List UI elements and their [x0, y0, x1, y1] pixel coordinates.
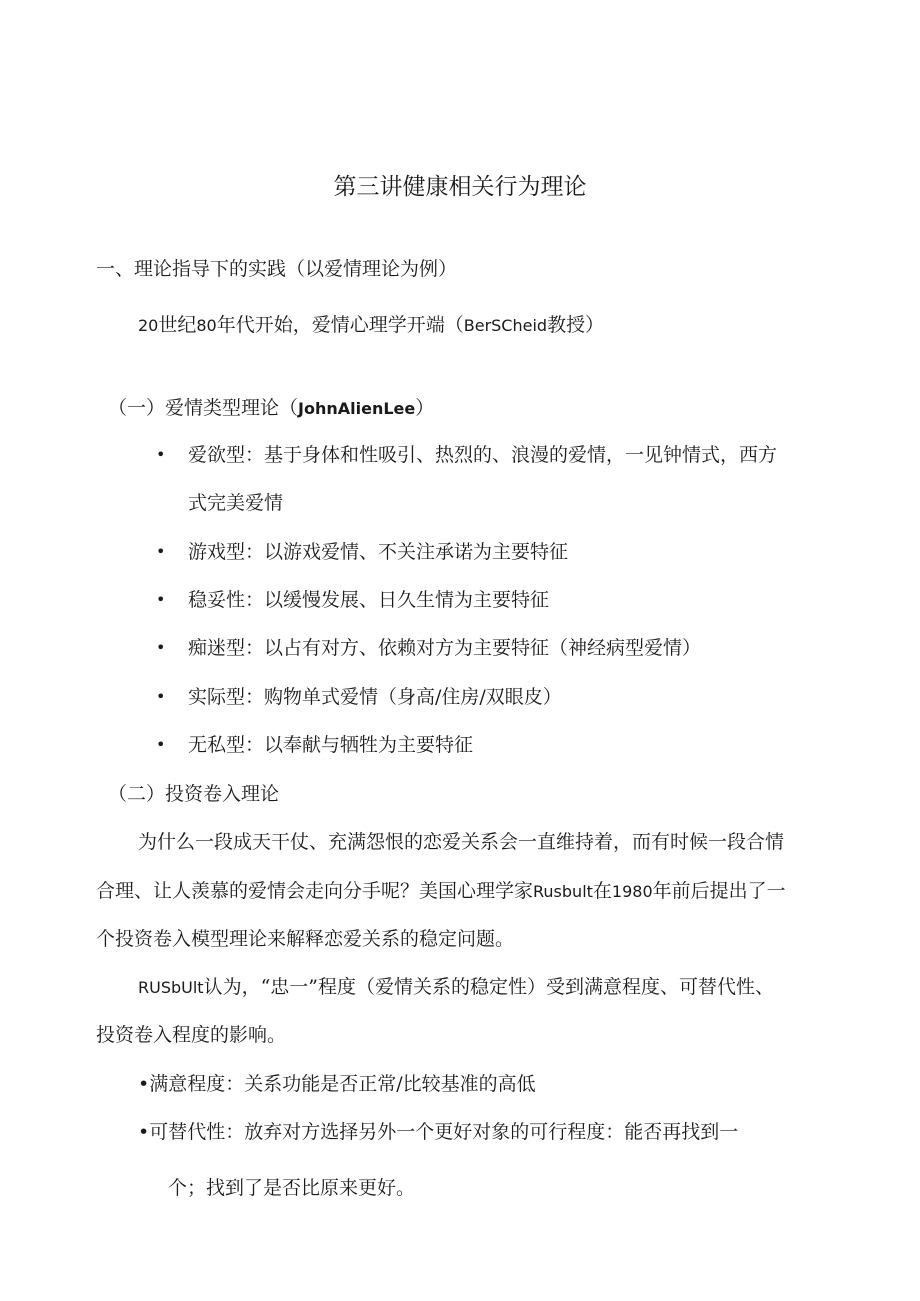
intro-decade-number: 80: [196, 316, 217, 335]
researcher-name: Rusbult: [533, 882, 593, 901]
researcher-name-2: RUSbUlt: [138, 978, 204, 997]
love-type-text: 爱欲型：基于身体和性吸引、热烈的、浪漫的爱情，一见钟情式，西方: [188, 444, 778, 466]
subsection-heading-2: （二）投资卷入理论: [108, 783, 280, 805]
paragraph-1-text-end: 年前后提出了一: [652, 880, 786, 902]
bullet-icon: •: [156, 735, 166, 754]
paragraph-1-line-3: 个投资卷入模型理论来解释恋爱关系的稳定问题。: [96, 928, 515, 950]
intro-year-number: 20: [138, 316, 159, 335]
bullet-icon: •: [156, 542, 166, 561]
bullet-icon: •: [156, 445, 166, 464]
subsection-heading-1-text: （一）爱情类型理论（: [108, 397, 299, 419]
love-type-text: 无私型：以奉献与牺牲为主要特征: [188, 734, 474, 756]
factor-alternatives: •可替代性：放弃对方选择另外一个更好对象的可行程度：能否再找到一: [138, 1121, 739, 1143]
paragraph-2-line-1: [138, 974, 774, 1001]
intro-paragraph: [138, 312, 604, 339]
section-heading-1: 一、理论指导下的实践（以爱情理论为例）: [96, 258, 458, 280]
bullet-icon: •: [156, 687, 166, 706]
paragraph-1-line-2: [96, 878, 786, 905]
paragraph-2-text: 认为，“忠一”程度（爱情关系的稳定性）受到满意程度、可替代性、: [203, 976, 775, 998]
intro-text-end: 教授）: [547, 314, 605, 336]
paragraph-1-text-in: 在: [592, 880, 612, 902]
factor-satisfaction: •满意程度：关系功能是否正常/比较基准的高低: [138, 1073, 536, 1095]
intro-author-name: BerSCheid: [463, 316, 548, 335]
subsection-heading-1-close: ）: [415, 397, 435, 419]
love-type-text: 游戏型：以游戏爱情、不关注承诺为主要特征: [188, 541, 569, 563]
paragraph-2-line-2: 投资卷入程度的影响。: [96, 1024, 287, 1046]
factor-alternatives-continued: 个；找到了是否比原来更好。: [168, 1177, 416, 1199]
bullet-icon: •: [156, 638, 166, 657]
subsection-heading-1: [108, 395, 434, 422]
love-type-text: 稳妥性：以缓慢发展、日久生情为主要特征: [188, 589, 550, 611]
subsection-heading-1-author: JohnAlienLee: [298, 399, 416, 418]
page-title: 第三讲健康相关行为理论: [333, 174, 587, 200]
year-number: 1980: [611, 882, 653, 901]
intro-text-century: 世纪: [158, 314, 197, 336]
love-type-text: 痴迷型：以占有对方、依赖对方为主要特征（神经病型爱情）: [188, 637, 702, 659]
love-type-text-continued: 式完美爱情: [188, 492, 284, 514]
bullet-icon: •: [156, 590, 166, 609]
intro-text-main: 年代开始，爱情心理学开端（: [216, 314, 464, 336]
love-type-text: 实际型：购物单式爱情（身高/住房/双眼皮）: [188, 686, 562, 708]
paragraph-1-line-1: 为什么一段成天干仗、充满怨恨的恋爱关系会一直维持着，而有时候一段合情: [138, 831, 785, 853]
paragraph-1-text: 合理、让人羡慕的爱情会走向分手呢？美国心理学家: [96, 880, 534, 902]
